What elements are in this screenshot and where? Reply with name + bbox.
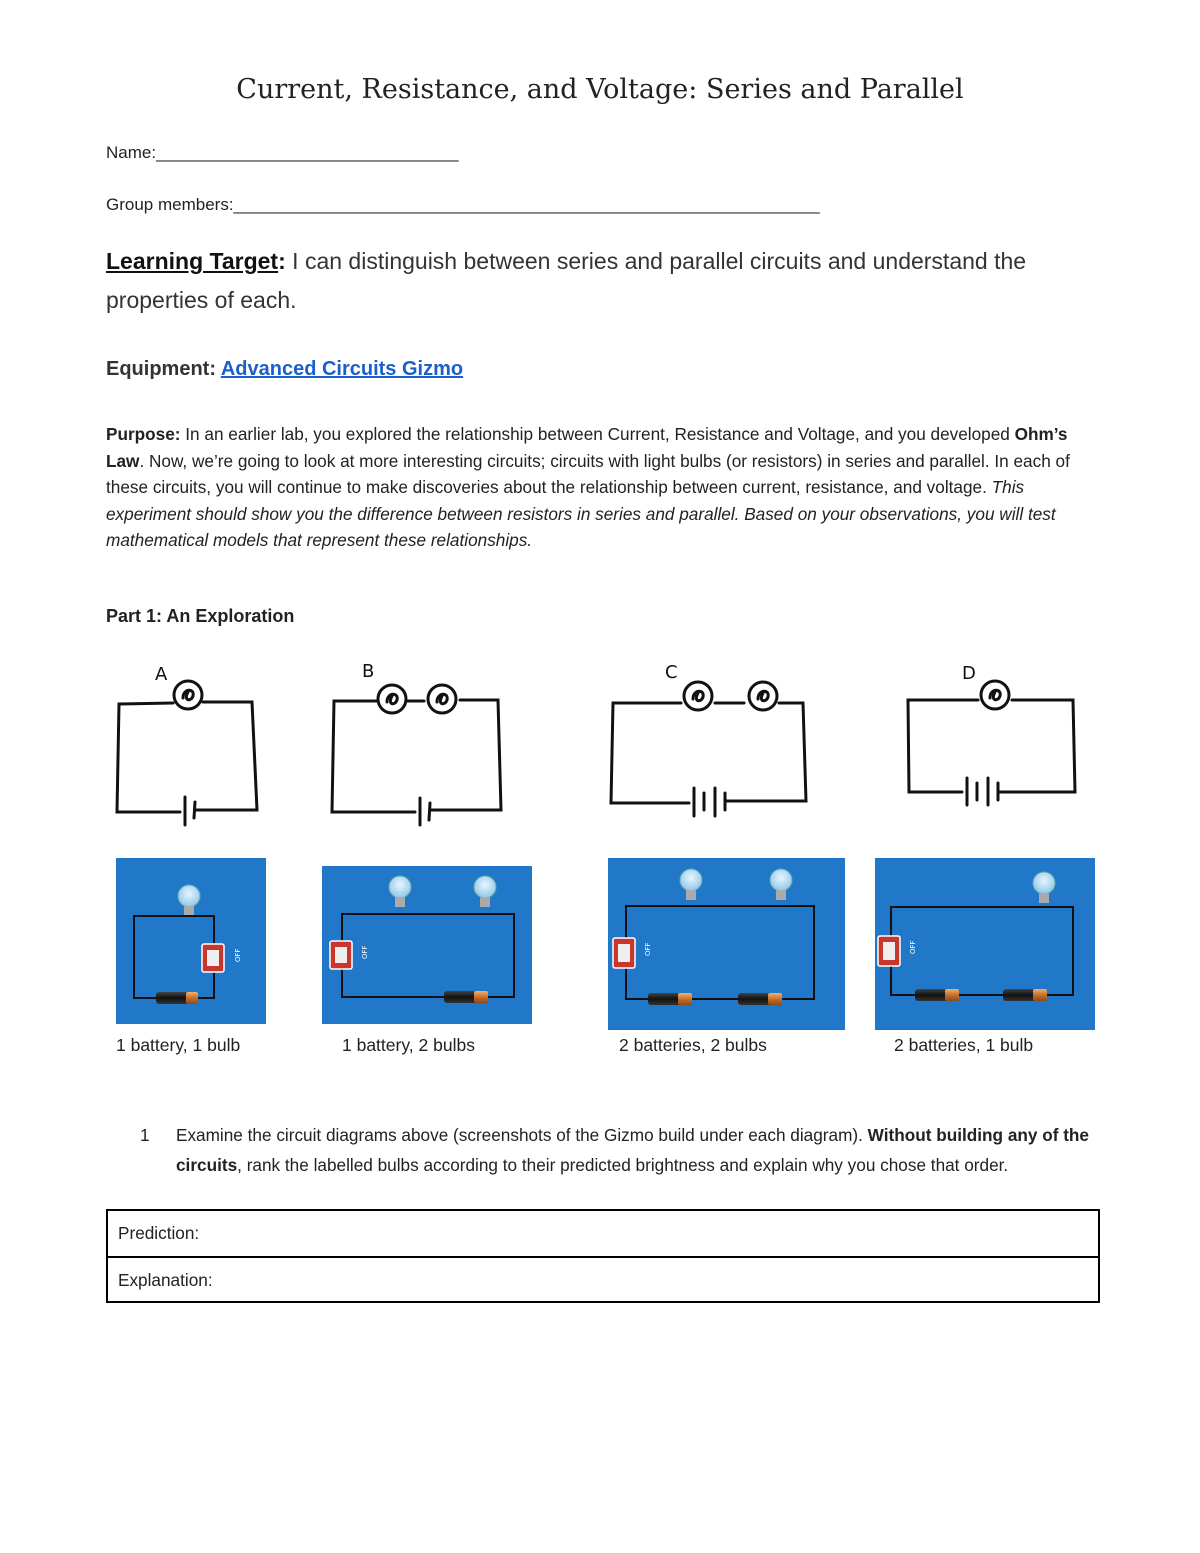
switch-icon	[330, 941, 369, 969]
bulb-icon	[680, 869, 702, 900]
name-label: Name:	[106, 143, 157, 162]
sketch-letter-a: A	[155, 664, 168, 685]
question-text-2: , rank the labelled bulbs according to their predicted brightness and explain why you chose that order.	[237, 1155, 1009, 1175]
group-members-label: Group members:	[106, 195, 234, 214]
gizmo-screenshot-b	[322, 866, 532, 1024]
switch-icon	[878, 936, 917, 966]
battery-icon	[648, 993, 692, 1005]
purpose-label: Purpose:	[106, 424, 181, 444]
switch-icon	[202, 944, 242, 972]
svg-text:OFF: OFF	[234, 948, 242, 962]
group-members-field[interactable]	[106, 195, 820, 215]
purpose-text-2: . Now, we’re going to look at more interesting circuits; circuits with light bulbs (or resistors) in series and parallel. In each of these circuits, you will continue to make discoveries about the relationship between current, resistance, and voltage.	[106, 450, 1070, 497]
explanation-row[interactable]	[108, 1256, 1098, 1301]
battery-icon	[915, 989, 959, 1001]
caption-b: 1 battery, 2 bulbs	[342, 1035, 475, 1055]
sketch-letter-d: D	[962, 663, 976, 684]
circuit-sketch-b	[322, 655, 512, 845]
group-members-blank[interactable]: ______________________________________________________________	[233, 195, 820, 214]
caption-c: 2 batteries, 2 bulbs	[619, 1035, 767, 1055]
circuit-sketch-a	[100, 650, 275, 845]
svg-text:OFF: OFF	[361, 945, 369, 959]
answer-table	[106, 1209, 1100, 1303]
learning-target	[106, 242, 1096, 320]
prediction-row[interactable]	[108, 1211, 1098, 1256]
learning-target-label: Learning Target	[106, 248, 279, 274]
battery-icon	[1003, 989, 1047, 1001]
caption-a: 1 battery, 1 bulb	[116, 1035, 241, 1055]
name-blank[interactable]: ________________________________	[156, 143, 459, 162]
question-number: 1	[140, 1125, 150, 1145]
purpose-paragraph	[106, 421, 1096, 554]
bulb-icon	[474, 876, 496, 907]
svg-text:OFF: OFF	[644, 942, 652, 956]
learning-target-text: I can distinguish between series and parallel circuits and understand the properties of each.	[106, 248, 1027, 313]
name-field[interactable]	[106, 143, 459, 163]
bulb-icon	[1033, 872, 1055, 903]
circuit-sketch-c	[603, 658, 818, 838]
equipment	[106, 358, 463, 381]
bulb-icon	[178, 885, 200, 915]
battery-icon	[156, 992, 198, 1004]
sketch-letter-b: B	[362, 661, 375, 682]
battery-icon	[738, 993, 782, 1005]
bulb-icon	[770, 869, 792, 900]
explanation-label: Explanation:	[118, 1270, 213, 1290]
question-1	[140, 1120, 1100, 1210]
equipment-label: Equipment:	[106, 358, 216, 380]
battery-icon	[444, 991, 488, 1003]
sketch-letter-c: C	[665, 662, 678, 683]
ohms-law: Ohm’s Law	[106, 424, 1068, 471]
gizmo-screenshot-a	[116, 858, 266, 1024]
circuit-sketch-d	[900, 655, 1085, 835]
learning-target-colon: :	[278, 248, 286, 274]
prediction-label: Prediction:	[118, 1223, 200, 1243]
gizmo-screenshot-c	[608, 858, 845, 1030]
bulb-icon	[389, 876, 411, 907]
caption-d: 2 batteries, 1 bulb	[894, 1035, 1034, 1055]
switch-icon	[613, 938, 652, 968]
question-text	[176, 1120, 1096, 1180]
gizmo-link[interactable]: Advanced Circuits Gizmo	[220, 358, 464, 380]
purpose-text-1: In an earlier lab, you explored the relationship between Current, Resistance and Voltage, and you developed	[180, 424, 1015, 444]
svg-text:OFF: OFF	[909, 940, 917, 954]
gizmo-screenshot-d	[875, 858, 1095, 1030]
question-text-1: Examine the circuit diagrams above (screenshots of the Gizmo build under each diagram).	[176, 1125, 868, 1145]
part1-heading: Part 1: An Exploration	[106, 606, 295, 626]
question-bold: Without building any of the circuits	[176, 1125, 1089, 1175]
purpose-italic: This experiment should show you the difference between resistors in series and parallel. Based on your observations, you will test mathematical models that represent these relationships.	[106, 477, 1056, 550]
page-title: Current, Resistance, and Voltage: Series and Parallel	[236, 74, 964, 105]
